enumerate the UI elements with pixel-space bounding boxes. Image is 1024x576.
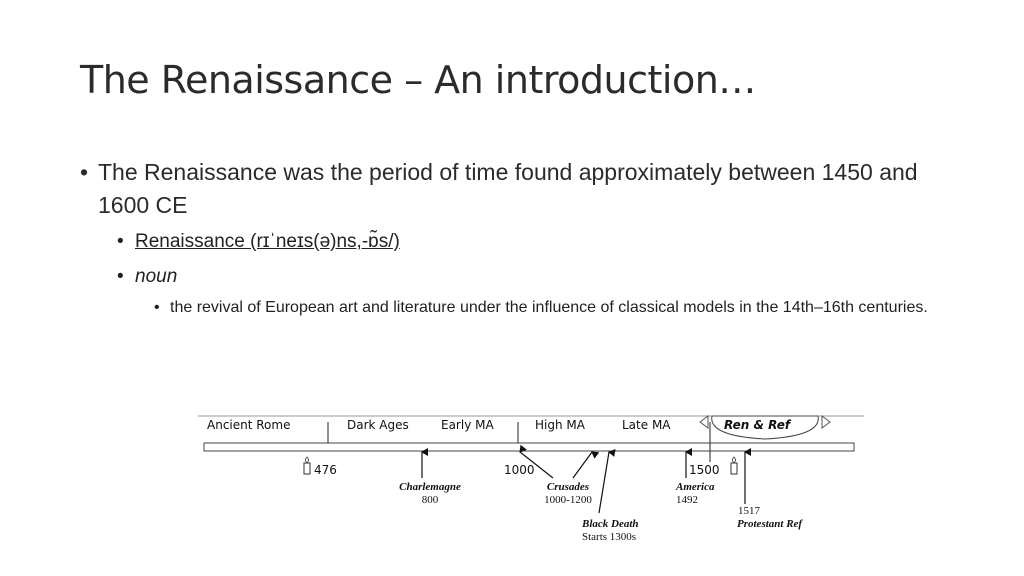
- event-crusades-name: Crusades: [546, 481, 590, 493]
- slide-title: The Renaissance – An introduction…: [80, 58, 756, 102]
- period-ren-ref: Ren & Ref: [724, 418, 791, 432]
- bullet-definition: [154, 296, 960, 319]
- bullet-marker: •: [117, 266, 124, 287]
- bullet-pronunciation: [117, 226, 960, 257]
- event-america-name: America: [676, 481, 715, 493]
- event-crusades-date: 1000-1200: [544, 494, 592, 506]
- event-black-death-name: Black Death: [582, 518, 639, 530]
- period-high-ma: High MA: [535, 418, 585, 432]
- event-protestant-name: Protestant Ref: [737, 518, 803, 530]
- bullet-part-of-speech: [117, 261, 960, 292]
- bullet-main-text: The Renaissance was the period of time found approximately between 1450 and 1600 CE: [98, 159, 918, 218]
- date-476: 476: [314, 463, 337, 477]
- date-1500: 1500: [689, 463, 720, 477]
- pronunciation-link[interactable]: Renaissance (rɪˈneɪs(ə)ns,-ɒ̃s/): [135, 231, 400, 252]
- renaissance-banner: [700, 416, 830, 439]
- period-early-ma: Early MA: [441, 418, 494, 432]
- event-charlemagne-name: Charlemagne: [399, 481, 461, 493]
- bullet-marker: •: [154, 299, 160, 316]
- event-protestant-date: 1517: [738, 505, 760, 517]
- timeline-bar: [204, 443, 854, 451]
- part-of-speech: noun: [135, 266, 178, 287]
- bullet-list: [80, 156, 960, 319]
- bullet-marker: •: [117, 231, 124, 252]
- period-late-ma: Late MA: [622, 418, 671, 432]
- candle-1500-icon: [731, 457, 737, 474]
- period-ancient-rome: Ancient Rome: [207, 418, 291, 432]
- candle-476-icon: [304, 457, 310, 474]
- bullet-marker: •: [80, 159, 89, 185]
- event-america-date: 1492: [676, 494, 698, 506]
- period-dark-ages: Dark Ages: [347, 418, 409, 432]
- date-1000: 1000: [504, 463, 535, 477]
- bullet-main: [80, 156, 960, 222]
- history-timeline: [198, 412, 868, 546]
- event-charlemagne-date: 800: [421, 494, 439, 506]
- definition-text: the revival of European art and literature under the influence of classical models in the 14th–16th centuries.: [170, 299, 928, 316]
- event-black-death-date: Starts 1300s: [582, 531, 637, 543]
